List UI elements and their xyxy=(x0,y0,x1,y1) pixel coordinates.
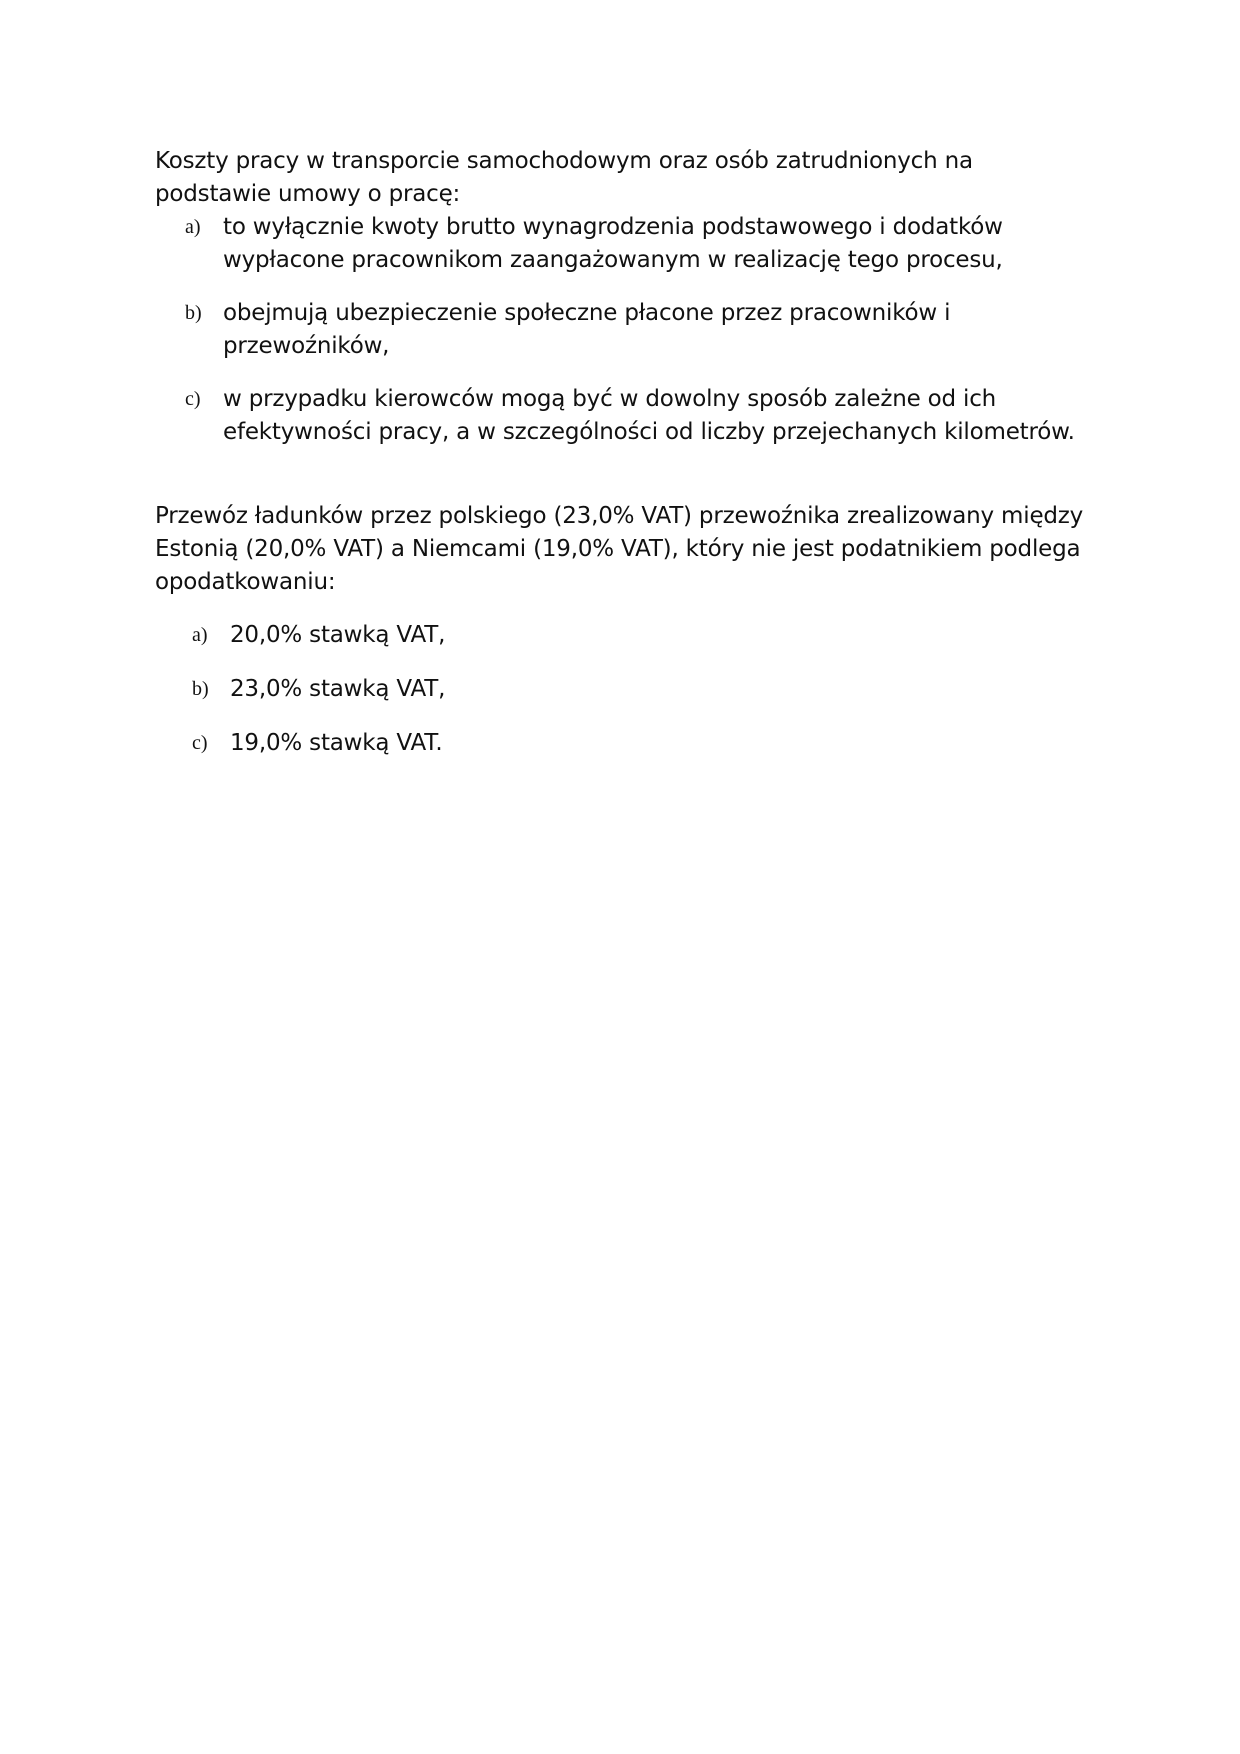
answer-marker: c) xyxy=(192,732,208,754)
answer-text: w przypadku kierowców mogą być w dowolny sposób zależne od ich efektywności pracy, a w szczególności od liczby przejechanych kilometrów. xyxy=(223,386,1075,445)
answer-text: 19,0% stawką VAT. xyxy=(230,730,443,756)
answer-option-c xyxy=(155,727,1095,760)
question-2 xyxy=(155,500,1095,781)
answer-text: obejmują ubezpieczenie społeczne płacone przez pracowników i przewoźników, xyxy=(223,300,951,359)
answer-option-b xyxy=(155,673,1095,706)
answer-text: 20,0% stawką VAT, xyxy=(230,622,446,648)
answer-option-a xyxy=(155,619,1095,652)
answer-marker: b) xyxy=(185,302,202,324)
answer-option-c xyxy=(155,383,1095,449)
answer-marker: a) xyxy=(192,624,208,646)
answer-text: to wyłącznie kwoty brutto wynagrodzenia podstawowego i dodatków wypłacone pracownikom zaangażowanym w realizację tego procesu, xyxy=(223,214,1003,273)
answer-text: 23,0% stawką VAT, xyxy=(230,676,446,702)
answer-list xyxy=(155,619,1095,760)
answer-option-a xyxy=(155,211,1095,277)
question-1 xyxy=(155,145,1095,469)
answer-option-b xyxy=(155,297,1095,363)
answer-list xyxy=(155,211,1095,449)
answer-marker: a) xyxy=(185,216,201,238)
question-stem: Koszty pracy w transporcie samochodowym oraz osób zatrudnionych na podstawie umowy o pracę: xyxy=(155,148,973,207)
answer-marker: b) xyxy=(192,678,209,700)
question-stem: Przewóz ładunków przez polskiego (23,0% VAT) przewoźnika zrealizowany między Estonią (20,0% VAT) a Niemcami (19,0% VAT), który nie jest podatnikiem podlega opodatkowaniu: xyxy=(155,503,1084,595)
answer-marker: c) xyxy=(185,388,201,410)
